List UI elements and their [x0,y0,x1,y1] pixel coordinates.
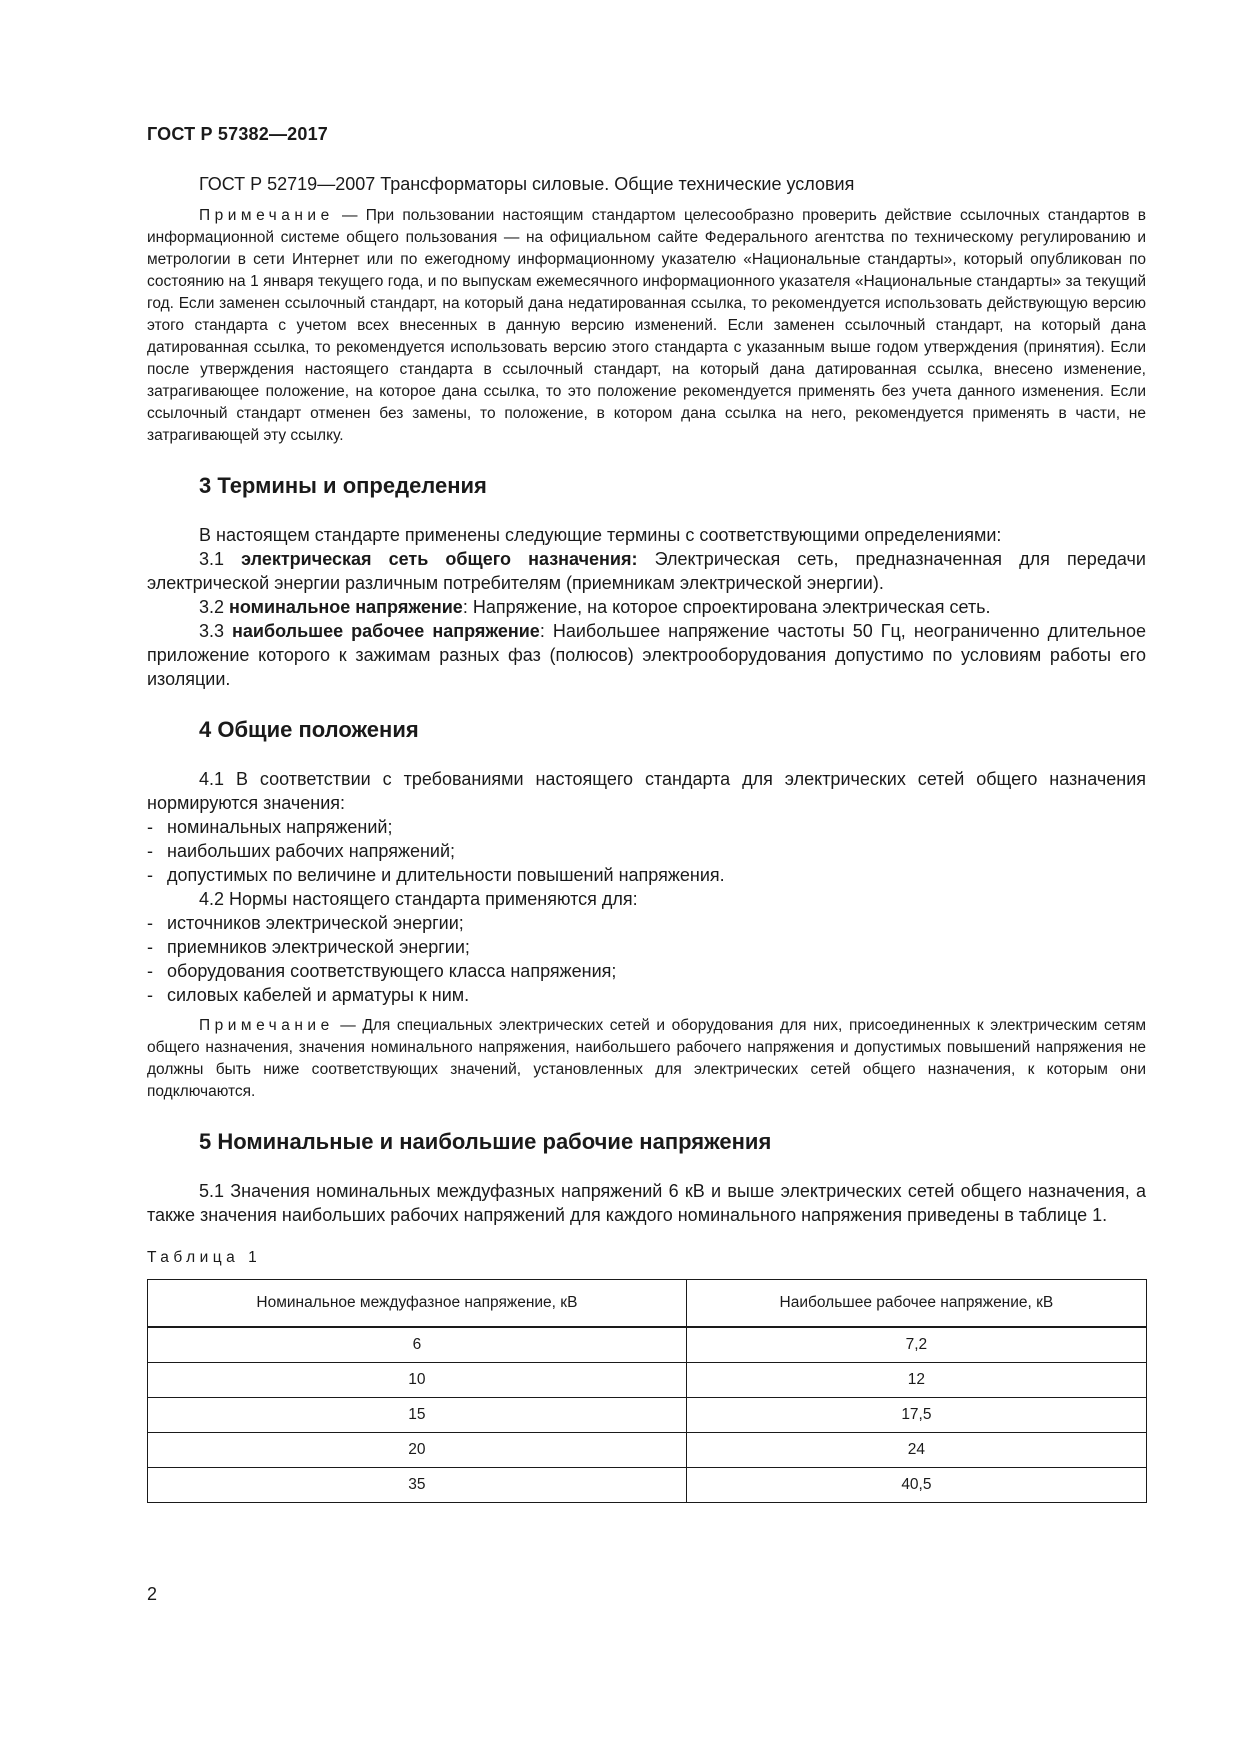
clause-4-1-list [147,815,1146,887]
cell-nominal: 15 [148,1398,687,1433]
term-3-3 [147,619,1146,691]
table-row [148,1468,1147,1503]
note-label: Примечание [199,207,334,224]
dash-mark: - [147,817,153,837]
list-item: - допустимых по величине и длительности повышений напряжения. [147,865,725,885]
term-definition: : Напряжение, на которое спроектирована электрическая сеть. [462,597,991,617]
list-item: - номинальных напряжений; [147,817,393,837]
section-4-note [147,1015,1146,1103]
cell-nominal: 6 [148,1327,687,1363]
cell-max: 12 [686,1363,1146,1398]
page-number: 2 [147,1584,158,1604]
term-3-1 [147,547,1146,595]
table-header-row [148,1280,1147,1328]
term-definition: : Наибольшее напряжение частоты 50 Гц, неограниченно длительное приложение которого к зажимам разных фаз (полюсов) электрооборудования допустимо по условиям работы его изоляции. [147,621,1147,689]
cell-nominal: 35 [148,1468,687,1503]
term-number: 3.3 [199,621,233,641]
clause-4-2-list [147,911,1146,1007]
section-3-title: 3 Термины и определения [199,473,487,498]
voltage-table [147,1279,1147,1503]
clause-4-2: 4.2 Нормы настоящего стандарта применяются для: [199,889,638,909]
term-number: 3.1 [199,549,242,569]
clause-4-1: 4.1 В соответствии с требованиями настоящего стандарта для электрических сетей общего назначения нормируются значения: [147,769,1146,813]
note-text: — При пользовании настоящим стандартом целесообразно проверить действие ссылочных стандартов в информационной системе общего пользования — на официальном сайте Федерального агентства по техническому регулированию и метрологии в сети Интернет или по ежегодному информационному указателю «Национальные стандарты», который опубликован по состоянию на 1 января текущего года, и по выпускам ежемесячного информационного указателя «Национальные стандарты» за текущий год. Если заменен ссылочный стандарт, на который дана недатированная ссылка, то рекомендуется использовать действующую версию этого стандарта с учетом всех внесенных в данную версию изменений. Если заменен ссылочный стандарт, на который дана датированная ссылка, то рекомендуется использовать версию этого стандарта с указанным выше годом утверждения (принятия). Если после утверждения настоящего стандарта в ссылочный стандарт, на который дана датированная ссылка, внесено изменение, затрагивающее положение, на которое дана ссылка, то это положение рекомендуется применять без учета данного изменения. Если ссылочный стандарт отменен без замены, то положение, в котором дана ссылка на него, рекомендуется применять в части, не затрагивающей эту ссылку. [147,207,1146,444]
standard-code-header: ГОСТ Р 57382—2017 [147,124,329,144]
note-label: Примечание [199,1017,334,1034]
list-item: - наибольших рабочих напряжений; [147,841,456,861]
table-row [148,1398,1147,1433]
note-text: — Для специальных электрических сетей и оборудования для них, присоединенных к электрическим сетям общего назначения, значения номинального напряжения, наибольшего рабочего напряжения и допустимых повышений напряжения не должны быть ниже соответствующих значений, установленных для электрических сетей общего назначения, к которым они подключаются. [147,1017,1146,1100]
reference-item: ГОСТ Р 52719—2007 Трансформаторы силовые. Общие технические условия [199,174,855,194]
term-name: электрическая сеть общего назначения: [241,549,638,569]
section-5-title: 5 Номинальные и наибольшие рабочие напряжения [199,1129,772,1154]
cell-nominal: 20 [148,1433,687,1468]
page-content [147,172,1146,1503]
dash-mark: - [147,865,153,885]
list-item: - силовых кабелей и арматуры к ним. [147,985,470,1005]
dash-mark: - [147,913,153,933]
term-number: 3.2 [199,597,230,617]
term-3-2 [147,595,1146,619]
term-name: номинальное напряжение [229,597,463,617]
cell-nominal: 10 [148,1363,687,1398]
list-item: - приемников электрической энергии; [147,937,470,957]
dash-mark: - [147,961,153,981]
list-item: - оборудования соответствующего класса напряжения; [147,961,617,981]
cell-max: 17,5 [686,1398,1146,1433]
section-3-intro: В настоящем стандарте применены следующие термины с соответствующими определениями: [199,525,1002,545]
table-row [148,1363,1147,1398]
references-note [147,205,1146,447]
column-header-max: Наибольшее рабочее напряжение, кВ [686,1280,1146,1328]
cell-max: 24 [686,1433,1146,1468]
term-definition: Электрическая сеть, предназначенная для передачи электрической энергии различным потребителям (приемникам электрической энергии). [147,549,1146,593]
cell-max: 7,2 [686,1327,1146,1363]
dash-mark: - [147,937,153,957]
list-item: - источников электрической энергии; [147,913,464,933]
dash-mark: - [147,841,153,861]
clause-5-1: 5.1 Значения номинальных междуфазных напряжений 6 кВ и выше электрических сетей общего назначения, а также значения наибольших рабочих напряжений для каждого номинального напряжения приведены в таблице 1. [147,1181,1146,1225]
section-4-title: 4 Общие положения [199,717,419,742]
cell-max: 40,5 [686,1468,1146,1503]
column-header-nominal: Номинальное междуфазное напряжение, кВ [148,1280,687,1328]
term-name: наибольшее рабочее напряжение [232,621,540,641]
table-row [148,1433,1147,1468]
table-caption: Таблица 1 [147,1249,262,1266]
dash-mark: - [147,985,153,1005]
table-row [148,1327,1147,1363]
